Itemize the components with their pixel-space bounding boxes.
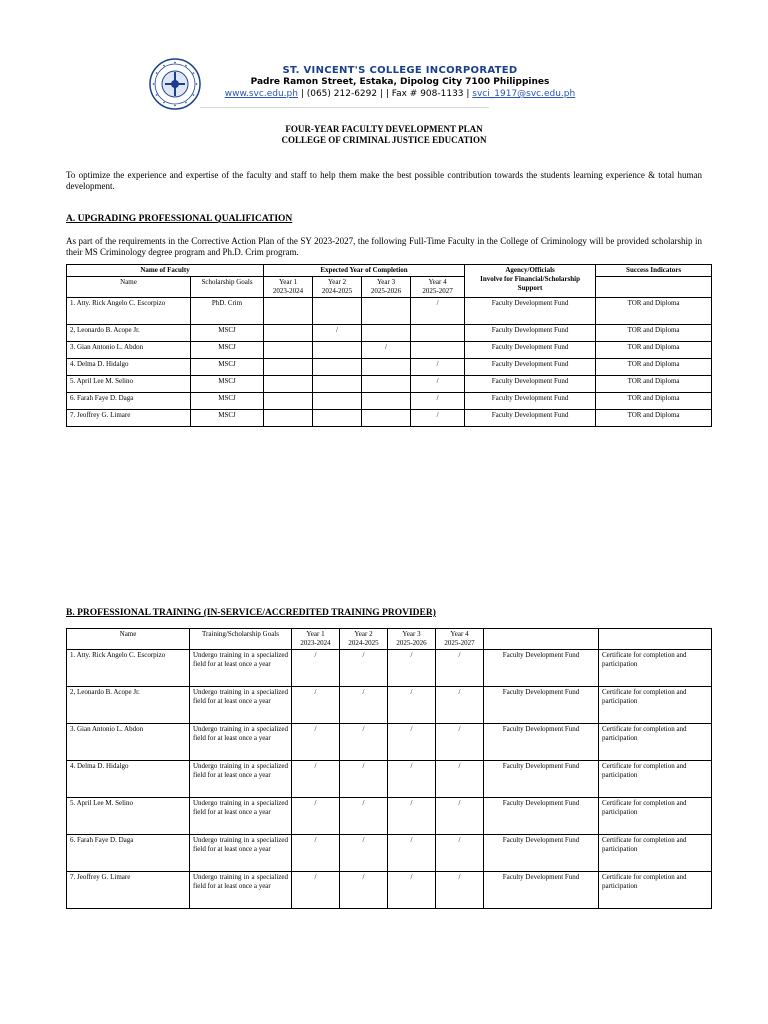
success-indicator: TOR and Diploma <box>596 393 712 410</box>
year-3-mark <box>362 359 411 376</box>
year-4-mark: / <box>436 835 484 872</box>
year-4-mark: / <box>411 393 465 410</box>
success-indicator: Certificate for completion and participation <box>599 798 712 835</box>
col-year-1: Year 1 2023-2024 <box>292 629 340 650</box>
contact-line <box>200 89 600 99</box>
year-4-mark: / <box>436 687 484 724</box>
col-blank <box>596 277 712 298</box>
col-year-4: Year 4 2025-2027 <box>411 277 465 298</box>
success-indicator: Certificate for completion and participation <box>599 650 712 687</box>
training-goal: Undergo training in a specialized field for at least once a year <box>190 835 292 872</box>
year-2-mark: / <box>340 724 388 761</box>
table-row <box>67 410 712 427</box>
section-a-paragraph: As part of the requirements in the Corrective Action Plan of the SY 2023-2027, the following Full-Time Faculty in the College of Criminology will be provided scholarship in their MS Criminology degree program and Ph.D. Crim program. <box>66 236 702 257</box>
col-year-4: Year 4 2025-2027 <box>436 629 484 650</box>
col-training-goals: Training/Scholarship Goals <box>190 629 292 650</box>
year-1-mark: / <box>292 761 340 798</box>
year-4-mark <box>411 325 465 342</box>
scholarship-goal: MSCJ <box>191 342 264 359</box>
training-table <box>66 628 712 909</box>
training-goal: Undergo training in a specialized field for at least once a year <box>190 872 292 909</box>
year-2-mark <box>313 410 362 427</box>
table-row <box>67 359 712 376</box>
table-row <box>67 325 712 342</box>
year-4-mark: / <box>436 724 484 761</box>
agency: Faculty Development Fund <box>484 724 599 761</box>
faculty-name: 2, Leonardo B. Acope Jr. <box>67 325 191 342</box>
year-2-mark: / <box>340 687 388 724</box>
col-blank <box>484 629 599 650</box>
year-3-mark: / <box>388 724 436 761</box>
scholarship-goal: PhD. Crim <box>191 298 264 325</box>
section-b-heading: B. PROFESSIONAL TRAINING (IN-SERVICE/ACCREDITED TRAINING PROVIDER) <box>66 608 436 618</box>
year-1-mark <box>264 376 313 393</box>
faculty-name: 4. Delma D. Hidalgo <box>67 359 191 376</box>
year-2-mark: / <box>340 798 388 835</box>
faculty-name: 7. Jeoffrey G. Limare <box>67 872 190 909</box>
faculty-name: 3. Gian Antonio L. Abdon <box>67 724 190 761</box>
table-row <box>67 872 712 909</box>
year-2-mark <box>313 393 362 410</box>
training-goal: Undergo training in a specialized field for at least once a year <box>190 761 292 798</box>
scholarship-goal: MSCJ <box>191 359 264 376</box>
year-1-mark <box>264 298 313 325</box>
agency: Faculty Development Fund <box>465 325 596 342</box>
col-name: Name <box>67 629 190 650</box>
table-row <box>67 835 712 872</box>
year-3-mark <box>362 410 411 427</box>
year-2-mark <box>313 376 362 393</box>
year-4-mark: / <box>411 376 465 393</box>
agency: Faculty Development Fund <box>484 687 599 724</box>
agency: Faculty Development Fund <box>465 393 596 410</box>
faculty-name: 4. Delma D. Hidalgo <box>67 761 190 798</box>
agency: Faculty Development Fund <box>484 650 599 687</box>
faculty-name: 7. Jeoffrey G. Limare <box>67 410 191 427</box>
success-indicator: Certificate for completion and participation <box>599 724 712 761</box>
year-1-mark <box>264 342 313 359</box>
college-address: Padre Ramon Street, Estaka, Dipolog City 7100 Philippines <box>250 77 550 87</box>
success-indicator: TOR and Diploma <box>596 359 712 376</box>
col-year-3: Year 3 2025-2026 <box>388 629 436 650</box>
email-link[interactable]: svci_1917@svc.edu.ph <box>472 89 576 99</box>
col-blank <box>599 629 712 650</box>
success-indicator: Certificate for completion and participation <box>599 761 712 798</box>
agency: Faculty Development Fund <box>465 298 596 325</box>
success-indicator: Certificate for completion and participation <box>599 872 712 909</box>
faculty-name: 1. Atty. Rick Angelo C. Escorpizo <box>67 298 191 325</box>
agency: Faculty Development Fund <box>465 359 596 376</box>
year-4-mark: / <box>411 410 465 427</box>
year-4-mark <box>411 342 465 359</box>
qualification-table <box>66 264 712 427</box>
header-separator: ________________________________________________________________________________ <box>200 101 489 108</box>
year-1-mark <box>264 393 313 410</box>
success-indicator: TOR and Diploma <box>596 298 712 325</box>
agency: Faculty Development Fund <box>484 761 599 798</box>
faculty-name: 6. Farah Faye D. Daga <box>67 835 190 872</box>
website-link[interactable]: www.svc.edu.ph <box>224 89 298 99</box>
col-year-2: Year 2 2024-2025 <box>313 277 362 298</box>
year-3-mark: / <box>388 835 436 872</box>
scholarship-goal: MSCJ <box>191 325 264 342</box>
table-row <box>67 342 712 359</box>
year-4-mark: / <box>411 298 465 325</box>
year-4-mark: / <box>411 359 465 376</box>
year-3-mark: / <box>388 650 436 687</box>
success-indicator: TOR and Diploma <box>596 342 712 359</box>
table-row <box>67 376 712 393</box>
table-row <box>67 687 712 724</box>
col-scholarship-goals: Scholarship Goals <box>191 277 264 298</box>
training-goal: Undergo training in a specialized field for at least once a year <box>190 798 292 835</box>
year-1-mark: / <box>292 872 340 909</box>
college-seal-logo <box>149 58 201 110</box>
year-1-mark: / <box>292 835 340 872</box>
year-3-mark: / <box>388 687 436 724</box>
year-3-mark <box>362 298 411 325</box>
faculty-name: 3. Gian Antonio L. Abdon <box>67 342 191 359</box>
agency: Faculty Development Fund <box>465 376 596 393</box>
col-year-1: Year 1 2023-2024 <box>264 277 313 298</box>
table-row <box>67 724 712 761</box>
success-indicator: TOR and Diploma <box>596 410 712 427</box>
scholarship-goal: MSCJ <box>191 376 264 393</box>
scholarship-goal: MSCJ <box>191 393 264 410</box>
year-3-mark <box>362 393 411 410</box>
agency: Faculty Development Fund <box>465 410 596 427</box>
table-row <box>67 298 712 325</box>
year-1-mark: / <box>292 650 340 687</box>
training-goal: Undergo training in a specialized field for at least once a year <box>190 687 292 724</box>
col-expected-year: Expected Year of Completion <box>264 265 465 277</box>
section-a-heading: A. UPGRADING PROFESSIONAL QUALIFICATION <box>66 214 293 224</box>
year-2-mark: / <box>340 761 388 798</box>
success-indicator: Certificate for completion and participation <box>599 687 712 724</box>
year-3-mark <box>362 376 411 393</box>
year-1-mark <box>264 410 313 427</box>
training-goal: Undergo training in a specialized field for at least once a year <box>190 724 292 761</box>
year-3-mark: / <box>388 798 436 835</box>
agency: Faculty Development Fund <box>465 342 596 359</box>
year-2-mark: / <box>340 835 388 872</box>
agency: Faculty Development Fund <box>484 798 599 835</box>
col-name: Name <box>67 277 191 298</box>
year-2-mark <box>313 359 362 376</box>
year-2-mark: / <box>340 872 388 909</box>
year-4-mark: / <box>436 650 484 687</box>
table-row <box>67 650 712 687</box>
year-1-mark: / <box>292 724 340 761</box>
year-1-mark: / <box>292 687 340 724</box>
document-subtitle: COLLEGE OF CRIMINAL JUSTICE EDUCATION <box>281 135 487 145</box>
year-1-mark <box>264 359 313 376</box>
year-1-mark: / <box>292 798 340 835</box>
year-3-mark: / <box>388 872 436 909</box>
success-indicator: Certificate for completion and participation <box>599 835 712 872</box>
faculty-name: 1. Atty. Rick Angelo C. Escorpizo <box>67 650 190 687</box>
success-indicator: TOR and Diploma <box>596 325 712 342</box>
success-indicator: TOR and Diploma <box>596 376 712 393</box>
faculty-name: 5. April Lee M. Selino <box>67 798 190 835</box>
year-4-mark: / <box>436 798 484 835</box>
col-year-2: Year 2 2024-2025 <box>340 629 388 650</box>
year-4-mark: / <box>436 761 484 798</box>
table-row <box>67 761 712 798</box>
faculty-name: 5. April Lee M. Selino <box>67 376 191 393</box>
year-3-mark <box>362 325 411 342</box>
table-row <box>67 393 712 410</box>
year-1-mark <box>264 325 313 342</box>
agency: Faculty Development Fund <box>484 872 599 909</box>
year-2-mark <box>313 342 362 359</box>
college-name: ST. VINCENT'S COLLEGE INCORPORATED <box>282 65 518 76</box>
agency: Faculty Development Fund <box>484 835 599 872</box>
year-4-mark: / <box>436 872 484 909</box>
faculty-name: 6. Farah Faye D. Daga <box>67 393 191 410</box>
phone-fax: | (065) 212-6292 | | Fax # 908-1133 | <box>300 89 470 99</box>
document-title: FOUR-YEAR FACULTY DEVELOPMENT PLAN <box>285 124 483 134</box>
scholarship-goal: MSCJ <box>191 410 264 427</box>
year-2-mark: / <box>340 650 388 687</box>
table-row <box>67 798 712 835</box>
year-2-mark <box>313 298 362 325</box>
col-agency: Agency/Officials Involve for Financial/Scholarship Support <box>465 265 596 298</box>
faculty-name: 2, Leonardo B. Acope Jr. <box>67 687 190 724</box>
year-3-mark: / <box>362 342 411 359</box>
col-year-3: Year 3 2025-2026 <box>362 277 411 298</box>
year-2-mark: / <box>313 325 362 342</box>
col-success-indicators: Success Indicators <box>596 265 712 277</box>
year-3-mark: / <box>388 761 436 798</box>
intro-paragraph: To optimize the experience and expertise of the faculty and staff to help them make the best possible contribution towards the students learning experience & total human development. <box>66 170 702 191</box>
col-name-of-faculty: Name of Faculty <box>67 265 264 277</box>
training-goal: Undergo training in a specialized field for at least once a year <box>190 650 292 687</box>
